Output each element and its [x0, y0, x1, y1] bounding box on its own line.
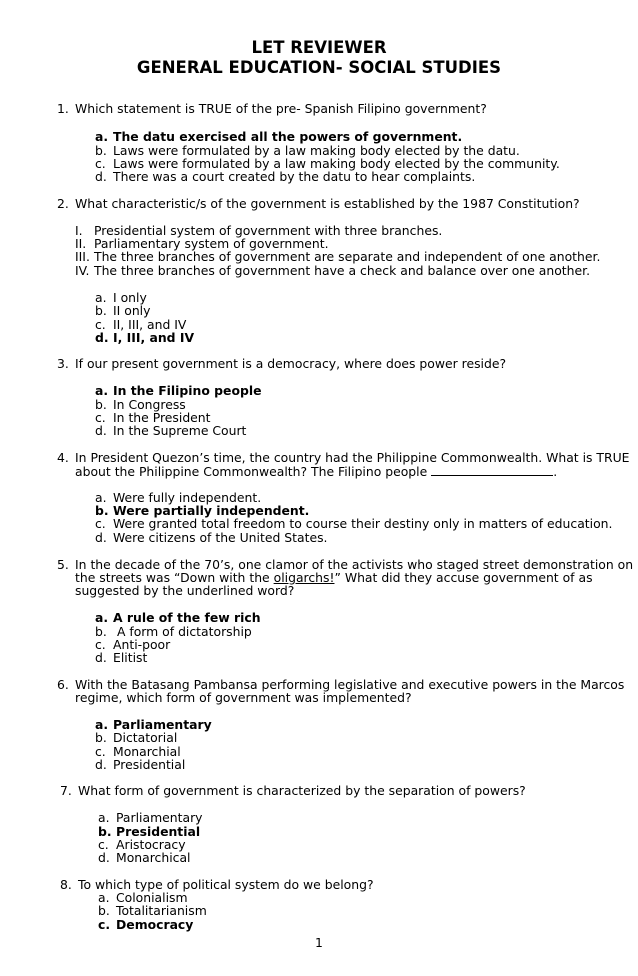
choice-5a: a. A rule of the few rich — [95, 610, 261, 625]
question-text: In the decade of the 70’s, one clamor of the activists who staged street demonstration on — [75, 557, 634, 572]
choice-4c: c. Were granted total freedom to course their destiny only in matters of education. — [95, 516, 613, 531]
choice-4a: a. Were fully independent. — [95, 490, 262, 505]
choice-1a: a. The datu exercised all the powers of government. — [95, 129, 463, 144]
statement-2-i: I. Presidential system of government with three branches. — [75, 223, 443, 238]
choice-8a: a. Colonialism — [98, 890, 188, 905]
question-text: If our present government is a democracy, where does power reside? — [75, 356, 507, 371]
page-number: 1 — [315, 935, 323, 950]
question-7 — [60, 783, 526, 798]
choice-8c: c. Democracy — [98, 917, 194, 932]
page-title: LET REVIEWER — [251, 38, 387, 57]
statement-2-iv: IV. The three branches of government have a check and balance over one another. — [75, 263, 591, 278]
choice-3c: c. In the President — [95, 410, 211, 425]
question-3 — [57, 356, 507, 371]
choice-1d: d. There was a court created by the datu to hear complaints. — [95, 169, 476, 184]
question-number: 5. — [57, 557, 69, 572]
choice-7d: d. Monarchical — [98, 850, 191, 865]
question-text: Which statement is TRUE of the pre- Spanish Filipino government? — [75, 101, 487, 116]
question-text: What characteristic/s of the government is established by the 1987 Constitution? — [75, 196, 580, 211]
question-8 — [60, 877, 374, 892]
question-6 — [57, 677, 625, 692]
choice-2b: b. II only — [95, 303, 151, 318]
choice-5d: d. Elitist — [95, 650, 148, 665]
choice-4d: d. Were citizens of the United States. — [95, 530, 328, 545]
choice-3b: b. In Congress — [95, 397, 186, 412]
choice-1b: b. Laws were formulated by a law making body elected by the datu. — [95, 143, 520, 158]
choice-1c: c. Laws were formulated by a law making body elected by the community. — [95, 156, 560, 171]
question-4 — [57, 450, 630, 465]
question-5 — [57, 557, 634, 572]
question-5-line-3: suggested by the underlined word? — [75, 583, 295, 598]
question-5-line-2: the streets was “Down with the oligarchs!” What did they accuse government of as — [75, 570, 593, 585]
underlined-word: oligarchs! — [273, 570, 335, 585]
question-text: To which type of political system do we belong? — [78, 877, 374, 892]
choice-6d: d. Presidential — [95, 757, 186, 772]
question-number: 6. — [57, 677, 69, 692]
question-text: What form of government is characterized by the separation of powers? — [78, 783, 526, 798]
question-number: 4. — [57, 450, 69, 465]
choice-6b: b. Dictatorial — [95, 730, 178, 745]
choice-5b: b. A form of dictatorship — [95, 624, 252, 639]
question-4-line-2: about the Philippine Commonwealth? The Filipino people . — [75, 464, 558, 479]
statement-2-iii: III. The three branches of government are separate and independent of one another. — [75, 249, 601, 264]
choice-6c: c. Monarchial — [95, 744, 181, 759]
choice-4b: b. Were partially independent. — [95, 503, 310, 518]
question-6-line-2: regime, which form of government was implemented? — [75, 690, 412, 705]
choice-3d: d. In the Supreme Court — [95, 423, 247, 438]
question-number: 8. — [60, 877, 72, 892]
choice-2c: c. II, III, and IV — [95, 317, 187, 332]
page-subtitle: GENERAL EDUCATION- SOCIAL STUDIES — [136, 58, 502, 77]
question-number: 3. — [57, 356, 69, 371]
choice-7b: b. Presidential — [98, 824, 201, 839]
choice-8b: b. Totalitarianism — [98, 903, 207, 918]
statement-2-ii: II. Parliamentary system of government. — [75, 236, 329, 251]
answer-blank — [431, 464, 553, 476]
question-number: 2. — [57, 196, 69, 211]
choice-2a: a. I only — [95, 290, 147, 305]
question-text: With the Batasang Pambansa performing legislative and executive powers in the Marcos — [75, 677, 625, 692]
question-number: 1. — [57, 101, 69, 116]
choice-7c: c. Aristocracy — [98, 837, 186, 852]
question-2 — [57, 196, 580, 211]
question-1 — [57, 101, 487, 116]
choice-7a: a. Parliamentary — [98, 810, 203, 825]
choice-2d: d. I, III, and IV — [95, 330, 195, 345]
choice-5c: c. Anti-poor — [95, 637, 171, 652]
question-text: In President Quezon’s time, the country had the Philippine Commonwealth. What is TRUE — [75, 450, 630, 465]
choice-3a: a. In the Filipino people — [95, 383, 262, 398]
question-number: 7. — [60, 783, 72, 798]
choice-6a: a. Parliamentary — [95, 717, 212, 732]
